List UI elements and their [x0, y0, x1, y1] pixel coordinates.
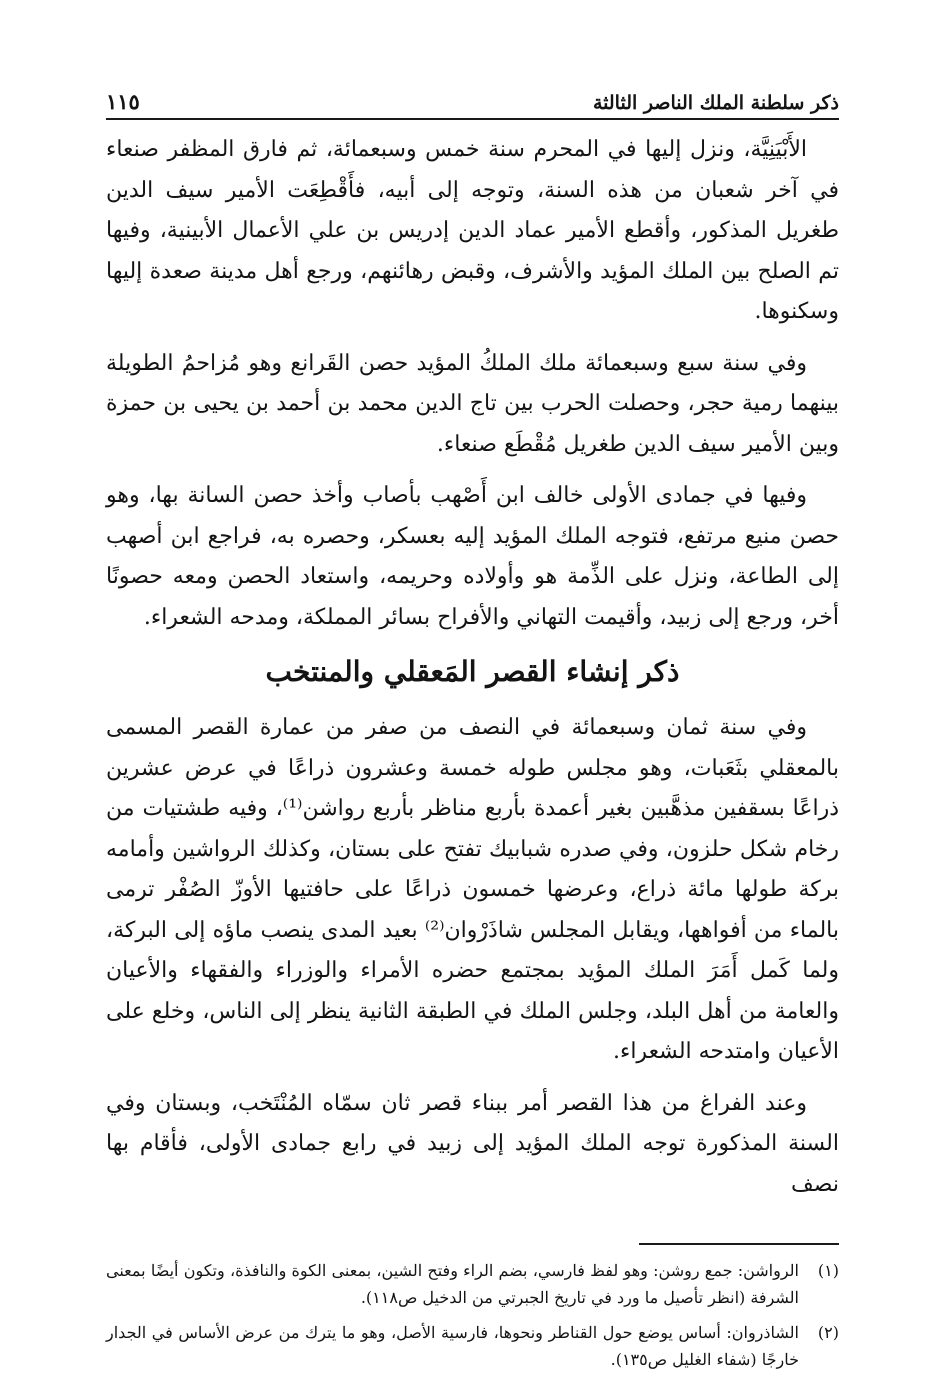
footnote-text: الشاذروان: أساس يوضع حول القناطر ونحوها، فارسية الأصل، وهو ما يترك من عرض الأساس في الجدار خارجًا (شفاء الغليل ص١٣٥). — [106, 1323, 799, 1369]
paragraph: وفي سنة سبع وسبعمائة ملك الملكُ المؤيد حصن القَرانع وهو مُزاحمُ الطويلة بينهما رمية حجر، وحصلت الحرب بين تاج الدين محمد بن أحمد بن يحيى بن حمزة وبين الأمير سيف الدين طغريل مُقْطَع صنعاء. — [106, 350, 839, 457]
paragraph: وعند الفراغ من هذا القصر أمر ببناء قصر ثان سمّاه المُنْتَخب، وبستان وفي السنة المذكورة توجه الملك المؤيد إلى زبيد في رابع جمادى الأولى، فأقام بها نصف — [106, 1090, 839, 1197]
footnotes — [106, 1257, 839, 1373]
page-number: ١١٥ — [106, 89, 140, 114]
footnote-number: (١) — [817, 1261, 839, 1280]
paragraph: وفيها في جمادى الأولى خالف ابن أَصْهب بأصاب وأخذ حصن السانة بها، وهو حصن منيع مرتفع، فتوجه الملك المؤيد إليه بعسكر، وحصره به، فراجع ابن أصهب إلى الطاعة، ونزل على الذِّمة هو وأولاده وحريمه، واستعاد الحصن ومعه حصونًا أخر، ورجع إلى زبيد، وأقيمت التهاني والأفراح بسائر المملكة، ومدحه الشعراء. — [106, 483, 839, 630]
running-title: ذكر سلطنة الملك الناصر الثالثة — [592, 92, 839, 114]
footnote-text: الرواشن: جمع روشن: وهو لفظ فارسي، بضم الراء وفتح الشين، بمعنى الكوة والنافذة، وتكون أيضًا بمعنى الشرفة (انظر تأصيل ما ورد في تاريخ الجبرتي من الدخيل ص١١٨). — [106, 1261, 799, 1307]
footnote-number: (٢) — [817, 1323, 839, 1342]
section-heading: ذكر إنشاء القصر المَعقلي والمنتخب — [265, 655, 680, 688]
footnote — [106, 1257, 839, 1311]
footnote-divider — [639, 1243, 839, 1245]
page-header — [106, 78, 839, 120]
paragraph: وفي سنة ثمان وسبعمائة في النصف من صفر من عمارة القصر المسمى بالمعقلي بثَعَبات، وهو مجلس طوله خمسة وعشرون ذراعًا في عرض عشرين ذراعًا بسقفين مذهَّبين بغير أعمدة بأربع مناظر بأربع رواشن⁽¹⁾، وفيه طشتيات من رخام شكل حلزون، وفي صدره شبابيك تفتح على بستان، وكذلك الرواشين وأمامه بركة طولها مائة ذراع، وعرضها خمسون ذراعًا على حافتيها الأوزّ الصُفْر ترمى بالماء من أفواهها، ويقابل المجلس شاذَرْوان⁽²⁾ بعيد المدى ينصب ماؤه إلى البركة، ولما كَمل أَمَرَ الملك المؤيد بمجتمع حضره الأمراء والوزراء والفقهاء والأعيان والعامة من أهل البلد، وجلس الملك في الطبقة الثانية ينظر إلى الناس، وخلع على الأعيان وامتدحه الشعراء. — [106, 715, 839, 1064]
paragraph: الأَبْيَنِيَّة، ونزل إليها في المحرم سنة خمس وسبعمائة، ثم فارق المظفر صنعاء في آخر شعبان من هذه السنة، وتوجه إلى أبيه، فأَقْطِعَت الأمير سيف الدين طغريل المذكور، وأقطع الأمير عماد الدين إدريس بن علي الأعمال الأبينية، وفيها تم الصلح بين الملك المؤيد والأشرف، وقبض رهائنهم، ورجع أهل مدينة صعدة إليها وسكنوها. — [106, 137, 839, 324]
book-page — [106, 78, 839, 1381]
page-body — [106, 130, 839, 1205]
